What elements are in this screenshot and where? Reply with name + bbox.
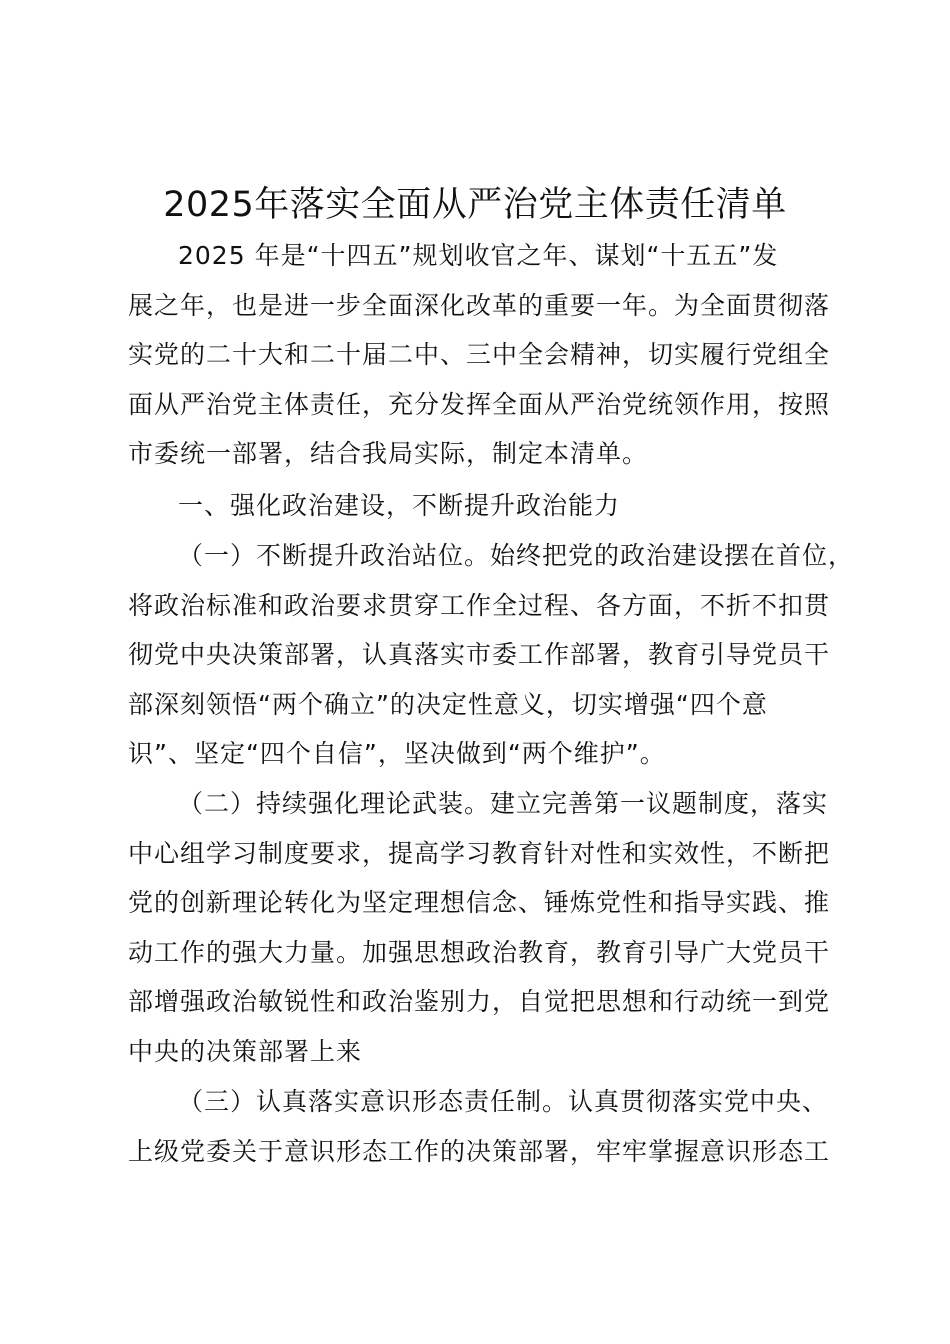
intro-paragraph (128, 231, 868, 479)
document-title: 2025年落实全面从严治党主体责任清单 (163, 185, 787, 225)
item-paragraph-1 (128, 531, 868, 779)
paragraph-line: 部深刻领悟“两个确立”的决定性意义，切实增强“四个意 (128, 689, 768, 719)
paragraph-line: 彻党中央决策部署，认真落实市委工作部署，教育引导党员干 (128, 640, 831, 669)
item-paragraph-2 (128, 779, 868, 1076)
paragraph-line: 动工作的强大力量。加强思想政治教育，教育引导广大党员干 (128, 937, 831, 967)
paragraph-line: 部增强政治敏锐性和政治鉴别力，自觉把思想和行动统一到党 (128, 987, 831, 1016)
paragraph-line: 上级党委关于意识形态工作的决策部署，牢牢掌握意识形态工 (128, 1136, 831, 1166)
paragraph-line: 面从严治党主体责任，充分发挥全面从严治党统领作用，按照 (128, 389, 831, 419)
item-paragraph-3 (128, 1077, 868, 1176)
paragraph-line: 实党的二十大和二十届二中、三中全会精神，切实履行党组全 (128, 340, 831, 369)
paragraph-line: （二）持续强化理论武装。建立完善第一议题制度，落实 (178, 789, 829, 818)
paragraph-line: 识”、坚定“四个自信”，坚决做到“两个维护”。 (128, 739, 666, 768)
section-heading (128, 481, 868, 531)
paragraph-line: 中央的决策部署上来 (128, 1036, 363, 1066)
paragraph-line: （一）不断提升政治站位。始终把党的政治建设摆在首位， (178, 541, 855, 570)
section-heading-text: 一、强化政治建设，不断提升政治能力 (178, 491, 621, 520)
paragraph-line: 党的创新理论转化为坚定理想信念、锤炼党性和指导实践、推 (128, 888, 831, 917)
paragraph-line: 市委统一部署，结合我局实际，制定本清单。 (128, 439, 649, 468)
paragraph-line: 2025 年是“十四五”规划收官之年、谋划“十五五”发 (178, 241, 779, 270)
paragraph-line: 中心组学习制度要求，提高学习教育针对性和实效性，不断把 (128, 838, 831, 868)
paragraph-line: （三）认真落实意识形态责任制。认真贯彻落实党中央、 (178, 1087, 829, 1116)
paragraph-line: 展之年，也是进一步全面深化改革的重要一年。为全面贯彻落 (128, 290, 831, 320)
paragraph-line: 将政治标准和政治要求贯穿工作全过程、各方面，不折不扣贯 (128, 590, 831, 620)
